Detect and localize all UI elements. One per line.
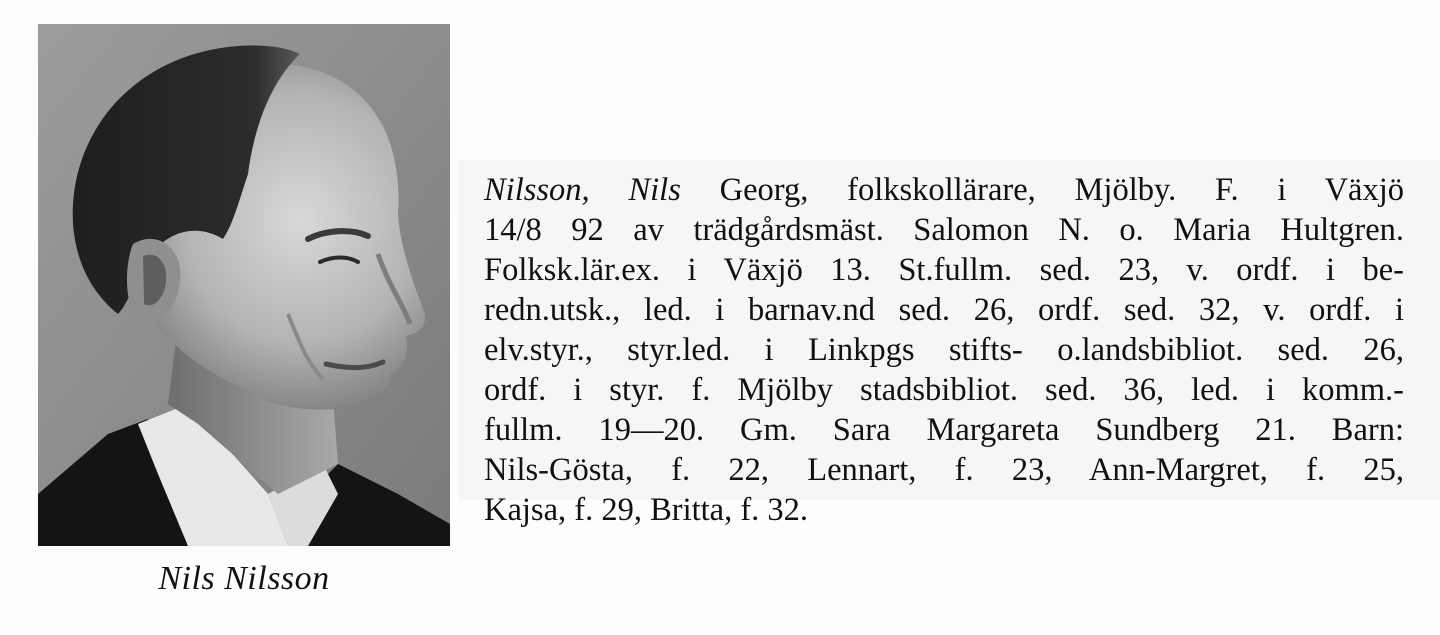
bio-line-6: ordf. i styr. f. Mjölby stadsbibliot. sed. 36, led. i komm.- <box>484 372 1404 408</box>
portrait-caption: Nils Nilsson <box>158 560 330 597</box>
bio-given-name: Nils <box>628 172 681 208</box>
bio-line-5: elv.styr., styr.led. i Linkpgs stifts- o.landsbibliot. sed. 26, <box>484 332 1404 368</box>
bio-line-4: redn.utsk., led. i barnav.nd sed. 26, ordf. sed. 32, v. ordf. i <box>484 292 1404 328</box>
biography-text <box>484 170 1404 530</box>
bio-line-1-rest: Georg, folkskollärare, Mjölby. F. i Växjö <box>680 172 1405 208</box>
bio-line-9: Kajsa, f. 29, Britta, f. 32. <box>484 492 809 528</box>
portrait-photo <box>38 24 450 546</box>
bio-surname: Nilsson, <box>484 172 590 208</box>
bio-line-3: Folksk.lär.ex. i Växjö 13. St.fullm. sed. 23, v. ordf. i be- <box>484 252 1404 288</box>
bio-line-7: fullm. 19—20. Gm. Sara Margareta Sundberg 21. Barn: <box>484 412 1404 448</box>
bio-line-8: Nils-Gösta, f. 22, Lennart, f. 23, Ann-Margret, f. 25, <box>484 452 1404 488</box>
bio-line-1 <box>484 170 1404 210</box>
bio-line-2: 14/8 92 av trädgårdsmäst. Salomon N. o. Maria Hultgren. <box>484 212 1404 248</box>
